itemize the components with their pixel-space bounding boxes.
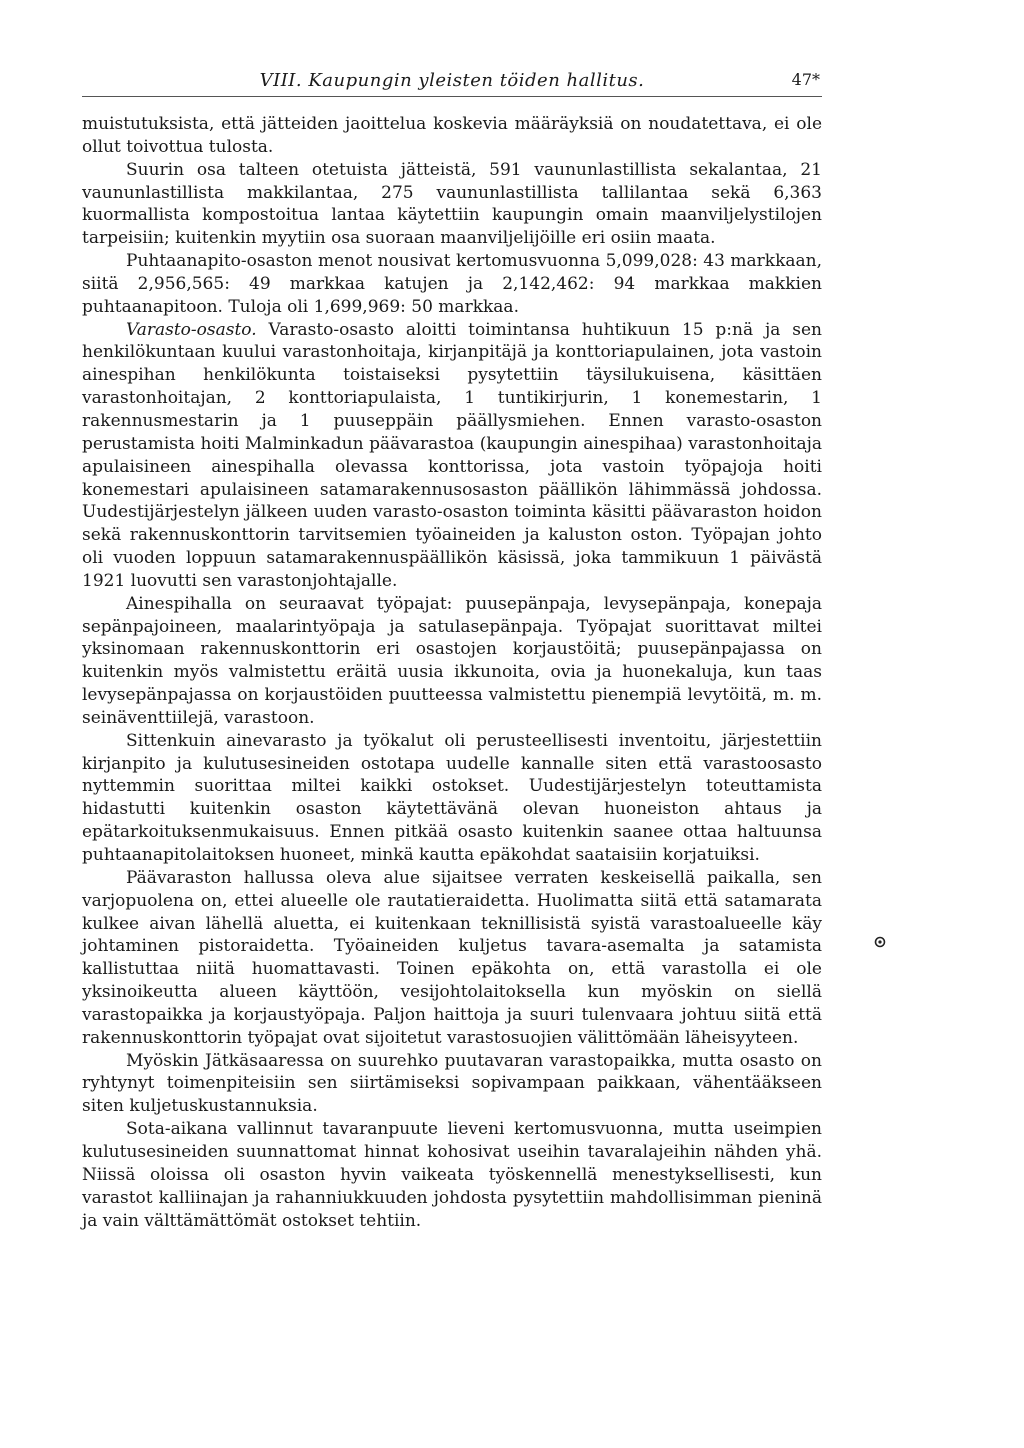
paragraph-9: Sota-aikana vallinnut tavaranpuute lieveni kertomusvuonna, mutta useimpien kulutusesineiden suunnattomat hinnat kohosivat useihin tavaralajeihin nähden yhä. Niissä oloissa oli osaston hyvin vaikeata työskennellä menestyksellisesti, kun varastot kalliinajan ja rahanniukkuuden johdosta pysytettiin mahdollisimman pieninä ja vain välttämättömät ostokset tehtiin. bbox=[82, 1119, 822, 1231]
paragraph-1: muistutuksista, että jätteiden jaoittelua koskevia määräyksiä on noudatettava, ei ole ollut toivottua tulosta. bbox=[82, 114, 822, 157]
paragraph-4-text: Varasto-osasto aloitti toimintansa huhtikuun 15 p:nä ja sen henkilökuntaan kuului varastonhoitaja, kirjanpitäjä ja konttoriapulainen, jota vastoin ainespihan henkilökunta toistaiseksi pysytettiin täysilukuisena, käsittäen varastonhoitajan, 2 konttoriapulaista, 1 tuntikirjurin, 1 konemestarin, 1 rakennusmestarin ja 1 puuseppäin päällysmiehen. Ennen varasto-osaston perustamista hoiti Malminkadun päävarastoa (kaupungin ainespihaa) varastonhoitaja apulaisineen ainespihalla olevassa konttorissa, jota vastoin työpajoja hoiti konemestari apulaisineen satamarakennusosaston päällikön lähimmässä johdossa. Uudestijärjestelyn jälkeen uuden varasto-osaston toiminta käsitti päävaraston hoidon sekä rakennuskonttorin tarvitsemien työaineiden ja kaluston oston. Työpajan johto oli vuoden loppuun satamarakennuspäällikön käsissä, joka tammikuun 1 päivästä 1921 luovutti sen varastonjohtajalle. bbox=[82, 319, 822, 591]
page-number: 47* bbox=[791, 70, 820, 89]
margin-mark-icon bbox=[874, 936, 886, 948]
paragraph-8: Myöskin Jätkäsaaressa on suurehko puutavaran varastopaikka, mutta osasto on ryhtynyt toimenpiteisiin sen siirtämiseksi sopivampaan paikkaan, vähentääkseen siten kuljetuskustannuksia. bbox=[82, 1050, 822, 1117]
body-text bbox=[82, 113, 822, 1232]
running-head-title: VIII. Kaupungin yleisten töiden hallitus. bbox=[259, 70, 645, 91]
paragraph-5: Ainespihalla on seuraavat työpajat: puusepänpaja, levysepänpaja, konepaja sepänpajoineen, maalarintyöpaja ja satulasepänpaja. Työpajat suorittavat miltei yksinomaan rakennuskonttorin eri osastojen korjaustöitä; puusepänpajassa on kuitenkin myös valmistettu eräitä uusia ikkunoita, ovia ja huonekaluja, kun taas levysepänpajassa on korjaustöiden puutteessa valmistettu pienempiä levytöitä, m. m. seinäventtiilejä, varastoon. bbox=[82, 593, 822, 728]
paragraph-6: Sittenkuin ainevarasto ja työkalut oli perusteellisesti inventoitu, järjestettiin kirjanpito ja kulutusesineiden ostotapa uudelle kannalle siten että varastoosasto nyttemmin suorittaa miltei kaikki ostokset. Uudestijärjestelyn toteuttamista hidastutti kuitenkin osaston käytettävänä olevan huoneiston ahtaus ja epätarkoituksenmukaisuus. Ennen pitkää osasto kuitenkin saanee ottaa haltuunsa puhtaanapitolaitoksen huoneet, minkä kautta epäkohdat saataisiin korjatuiksi. bbox=[82, 730, 822, 865]
document-page bbox=[82, 62, 822, 1232]
paragraph-2: Suurin osa talteen otetuista jätteistä, 591 vaununlastillista sekalantaa, 21 vaununlastillista makkilantaa, 275 vaununlastillista tallilantaa sekä 6,363 kuormallista kompostoitua lantaa käytettiin kaupungin omain maanviljelystilojen tarpeisiin; kuitenkin myytiin osa suoraan maanviljelijöille eri osiin maata. bbox=[82, 159, 822, 249]
paragraph-7: Päävaraston hallussa oleva alue sijaitsee verraten keskeisellä paikalla, sen varjopuolena on, ettei alueelle ole rautatieraidetta. Huolimatta siitä että satamarata kulkee aivan lähellä aluetta, ei kuitenkaan teknillisistä syistä varastoalueelle käy johtaminen pistoraidetta. Työaineiden kuljetus tavara-asemalta ja satamista kallistuttaa niitä huomattavasti. Toinen epäkohta on, että varastolla ei ole yksinoikeutta alueen käyttöön, vesijohtolaitoksella kun myöskin on siellä varastopaikka ja korjaustyöpaja. Paljon haittoja ja suuri tulenvaara johtuu siitä että rakennuskonttorin työpajat ovat sijoitetut varastosuojien välittömään läheisyyteen. bbox=[82, 867, 822, 1048]
section-title-varasto: Varasto-osasto. bbox=[126, 319, 257, 340]
paragraph-4 bbox=[82, 319, 822, 593]
running-head bbox=[82, 62, 822, 97]
paragraph-3: Puhtaanapito-osaston menot nousivat kertomusvuonna 5,099,028: 43 markkaan, siitä 2,956,565: 49 markkaa katujen ja 2,142,462: 94 markkaa makkien puhtaanapitoon. Tuloja oli 1,699,969: 50 markkaa. bbox=[82, 251, 822, 317]
